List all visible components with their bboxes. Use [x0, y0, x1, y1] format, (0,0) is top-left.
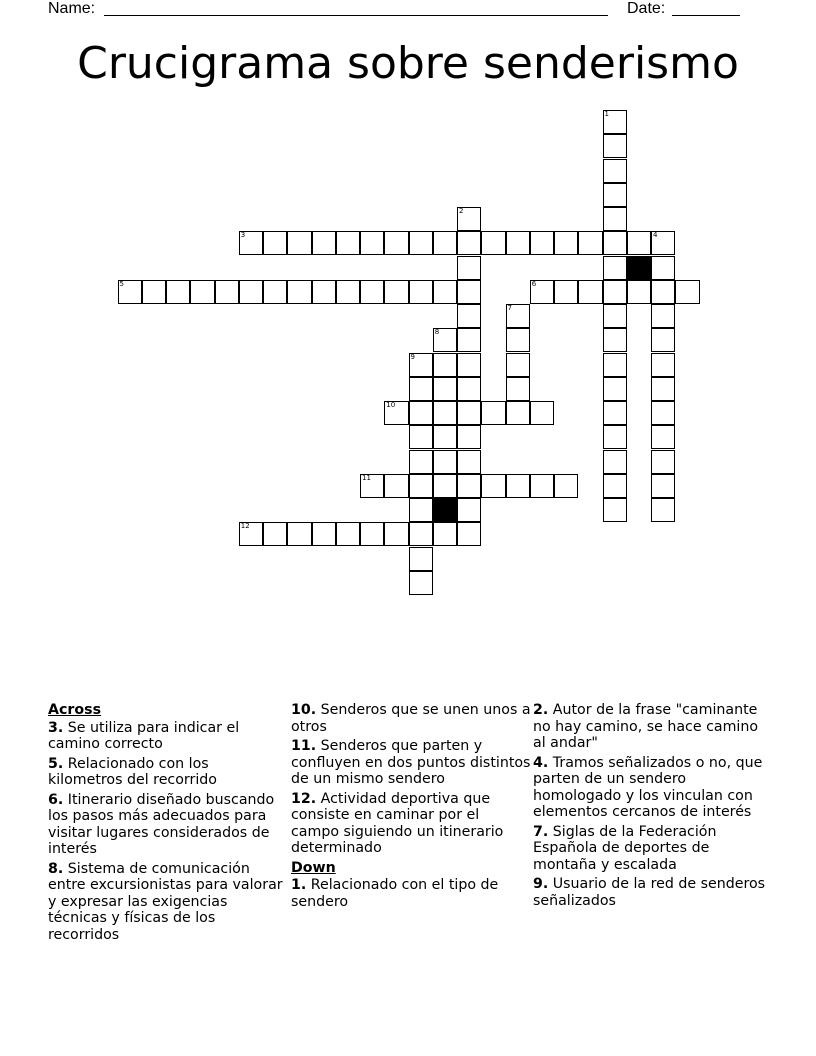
grid-cell[interactable] — [603, 425, 627, 449]
grid-cell[interactable] — [142, 280, 166, 304]
page-title: Crucigrama sobre senderismo — [77, 38, 739, 89]
clue-number: 5 — [119, 279, 124, 288]
grid-cell[interactable] — [409, 231, 433, 255]
clues-column-1 — [48, 702, 283, 946]
grid-cell[interactable] — [409, 474, 433, 498]
grid-cell[interactable] — [433, 450, 457, 474]
grid-cell[interactable] — [506, 304, 530, 328]
grid-cell[interactable] — [263, 280, 287, 304]
grid-cell[interactable] — [603, 207, 627, 231]
grid-cell[interactable] — [506, 401, 530, 425]
grid-cell[interactable] — [457, 401, 481, 425]
grid-cell[interactable] — [287, 280, 311, 304]
grid-cell[interactable] — [409, 353, 433, 377]
date-label: Date: — [627, 0, 666, 17]
name-label: Name: — [48, 0, 96, 17]
grid-cell[interactable] — [457, 207, 481, 231]
grid-cell[interactable] — [384, 280, 408, 304]
grid-cell[interactable] — [384, 231, 408, 255]
grid-cell[interactable] — [287, 522, 311, 546]
clue-number: 1 — [604, 110, 609, 118]
grid-cell[interactable] — [603, 353, 627, 377]
grid-cell[interactable] — [481, 401, 505, 425]
grid-cell[interactable] — [360, 522, 384, 546]
clue-down-7: 7. Siglas de la Federación Española de deportes de montaña y escalada — [533, 823, 717, 873]
clue-down-4: 4. Tramos señalizados o no, que parten de un sendero homologado y los vinculan con elementos cercanos de interés — [533, 754, 763, 820]
grid-cell[interactable] — [457, 256, 481, 280]
grid-cell[interactable] — [481, 231, 505, 255]
clue-across-5: 5. Relacionado con los kilometros del recorrido — [48, 755, 217, 788]
grid-cell[interactable] — [457, 450, 481, 474]
clue-across-10: 10. Senderos que se unen unos a otros — [291, 702, 531, 735]
grid-cell[interactable] — [409, 377, 433, 401]
grid-cell[interactable] — [118, 280, 142, 304]
grid-cell[interactable] — [603, 450, 627, 474]
clue-number: 8 — [434, 328, 440, 337]
grid-cell[interactable] — [360, 231, 384, 255]
grid-cell[interactable] — [530, 474, 554, 498]
grid-cell[interactable] — [409, 522, 433, 546]
grid-cell[interactable] — [554, 280, 578, 304]
grid-cell[interactable] — [554, 231, 578, 255]
clue-number: 10 — [386, 401, 396, 409]
grid-cell[interactable] — [409, 425, 433, 449]
grid-cell[interactable] — [651, 256, 675, 280]
clues-column-3 — [533, 702, 773, 912]
grid-cell[interactable] — [651, 474, 675, 498]
clue-down-1: 1. Relacionado con el tipo de sendero — [291, 877, 499, 910]
grid-cell[interactable] — [239, 231, 263, 255]
grid-cell[interactable] — [263, 231, 287, 255]
grid-cell[interactable] — [603, 304, 627, 328]
grid-cell[interactable] — [651, 231, 675, 255]
grid-cell[interactable] — [336, 280, 360, 304]
grid-cell[interactable] — [433, 328, 457, 352]
grid-cell[interactable] — [506, 353, 530, 377]
grid-cell[interactable] — [578, 231, 602, 255]
grid-cell[interactable] — [433, 474, 457, 498]
grid-cell[interactable] — [239, 522, 263, 546]
grid-cell[interactable] — [530, 280, 554, 304]
clue-across-11: 11. Senderos que parten y confluyen en dos puntos distintos de un mismo sendero — [291, 738, 531, 787]
grid-cell[interactable] — [312, 522, 336, 546]
grid-cell[interactable] — [603, 328, 627, 352]
grid-cell[interactable] — [506, 231, 530, 255]
grid-cell[interactable] — [603, 134, 627, 158]
grid-cell[interactable] — [457, 522, 481, 546]
grid-cell[interactable] — [530, 231, 554, 255]
clue-number: 3 — [240, 231, 246, 240]
grid-cell[interactable] — [336, 522, 360, 546]
grid-cell[interactable] — [409, 280, 433, 304]
grid-cell[interactable] — [433, 231, 457, 255]
grid-cell[interactable] — [457, 304, 481, 328]
grid-cell[interactable] — [166, 280, 190, 304]
grid-cell[interactable] — [312, 231, 336, 255]
grid-cell[interactable] — [627, 231, 651, 255]
grid-cell[interactable] — [457, 353, 481, 377]
grid-cell[interactable] — [433, 522, 457, 546]
grid-cell[interactable] — [651, 450, 675, 474]
clue-across-6: 6. Itinerario diseñado buscando los pasos más adecuados para visitar lugares considerados de interés — [48, 791, 275, 857]
grid-cell[interactable] — [457, 328, 481, 352]
grid-cell[interactable] — [409, 571, 433, 595]
grid-cell[interactable] — [603, 183, 627, 207]
clue-number: 6 — [531, 279, 537, 288]
grid-cell[interactable] — [603, 159, 627, 183]
grid-cell[interactable] — [433, 425, 457, 449]
grid-cell[interactable] — [433, 353, 457, 377]
grid-cell[interactable] — [190, 280, 214, 304]
grid-cell[interactable] — [409, 450, 433, 474]
grid-cell[interactable] — [409, 547, 433, 571]
grid-cell[interactable] — [651, 377, 675, 401]
clue-number: 9 — [410, 352, 415, 361]
grid-cell[interactable] — [457, 377, 481, 401]
grid-cell[interactable] — [336, 231, 360, 255]
grid-cell[interactable] — [239, 280, 263, 304]
clue-across-8: 8. Sistema de comunicación entre excursionistas para valorar y expresar las exigencias técnicas y físicas de los recorridos — [48, 860, 283, 943]
grid-cell[interactable] — [457, 498, 481, 522]
grid-cell[interactable] — [409, 401, 433, 425]
grid-cell[interactable] — [215, 280, 239, 304]
across-heading: Across — [48, 702, 102, 718]
clue-number: 11 — [362, 473, 371, 482]
grid-cell[interactable] — [651, 304, 675, 328]
down-heading: Down — [291, 859, 336, 876]
grid-cell[interactable] — [651, 425, 675, 449]
grid-cell[interactable] — [651, 328, 675, 352]
clue-across-12: 12. Actividad deportiva que consiste en caminar por el campo siguiendo un itinerario determinado — [291, 790, 504, 856]
grid-block — [433, 498, 457, 522]
grid-cell[interactable] — [603, 256, 627, 280]
grid-cell[interactable] — [603, 280, 627, 304]
grid-cell[interactable] — [603, 231, 627, 255]
grid-cell[interactable] — [384, 401, 408, 425]
grid-cell[interactable] — [384, 522, 408, 546]
grid-cell[interactable] — [530, 401, 554, 425]
grid-cell[interactable] — [384, 474, 408, 498]
grid-cell[interactable] — [603, 401, 627, 425]
grid-cell[interactable] — [312, 280, 336, 304]
grid-block — [627, 256, 651, 280]
grid-cell[interactable] — [603, 110, 627, 134]
grid-cell[interactable] — [457, 425, 481, 449]
grid-cell[interactable] — [554, 474, 578, 498]
grid-cell[interactable] — [603, 474, 627, 498]
clue-down-2: 2. Autor de la frase "caminante no hay camino, se hace camino al andar" — [533, 702, 759, 751]
grid-cell[interactable] — [603, 498, 627, 522]
grid-cell[interactable] — [433, 377, 457, 401]
grid-cell[interactable] — [578, 280, 602, 304]
grid-cell[interactable] — [481, 474, 505, 498]
grid-cell[interactable] — [457, 280, 481, 304]
grid-cell[interactable] — [651, 280, 675, 304]
grid-cell[interactable] — [433, 280, 457, 304]
grid-cell[interactable] — [627, 280, 651, 304]
grid-cell[interactable] — [603, 377, 627, 401]
grid-cell[interactable] — [651, 353, 675, 377]
clue-number: 12 — [240, 522, 250, 531]
grid-cell[interactable] — [651, 401, 675, 425]
grid-cell[interactable] — [457, 474, 481, 498]
grid-cell[interactable] — [675, 280, 699, 304]
grid-cell[interactable] — [457, 231, 481, 255]
grid-cell[interactable] — [506, 328, 530, 352]
grid-cell[interactable] — [506, 377, 530, 401]
clue-down-9: 9. Usuario de la red de senderos señalizados — [533, 876, 766, 909]
clue-across-3: 3. Se utiliza para indicar el camino correcto — [48, 719, 240, 752]
clue-number: 2 — [459, 207, 464, 215]
grid-cell[interactable] — [409, 498, 433, 522]
grid-cell[interactable] — [360, 280, 384, 304]
grid-cell[interactable] — [433, 401, 457, 425]
grid-cell[interactable] — [651, 498, 675, 522]
grid-cell[interactable] — [263, 522, 287, 546]
grid-cell[interactable] — [287, 231, 311, 255]
clue-number: 7 — [507, 304, 512, 312]
clue-number: 4 — [653, 231, 658, 240]
grid-cell[interactable] — [506, 474, 530, 498]
clues-column-2 — [291, 702, 531, 913]
grid-cell[interactable] — [360, 474, 384, 498]
